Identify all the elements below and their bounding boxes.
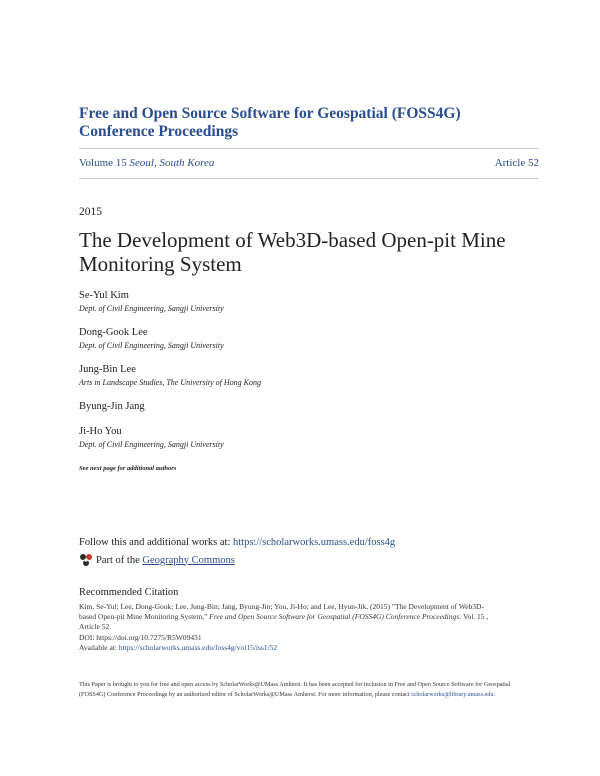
article-link[interactable]: Article 52 bbox=[494, 157, 539, 169]
divider-top bbox=[79, 148, 539, 149]
author-name: Ji-Ho You bbox=[79, 426, 122, 437]
author-item bbox=[79, 326, 519, 363]
author-item bbox=[79, 363, 519, 400]
volume-line bbox=[79, 157, 539, 169]
contact-email-link[interactable]: scholarworks@library.umass.edu bbox=[411, 691, 494, 698]
journal-title-line1[interactable]: Free and Open Source Software for Geospatial (FOSS4G) bbox=[79, 105, 461, 122]
network-icon bbox=[79, 553, 93, 567]
publication-year: 2015 bbox=[79, 206, 102, 218]
access-notice bbox=[79, 680, 529, 700]
author-affiliation: Dept. of Civil Engineering, Sangji University bbox=[79, 304, 224, 313]
citation-text: based Open-pit Mine Monitoring System," bbox=[79, 612, 210, 622]
citation-available bbox=[79, 643, 529, 653]
citation-journal: Free and Open Source Software for Geospatial (FOSS4G) Conference Proceedings bbox=[209, 612, 460, 622]
author-name: Dong-Gook Lee bbox=[79, 327, 148, 338]
citation-line: Article 52. bbox=[79, 622, 112, 632]
follow-text: Follow this and additional works at: bbox=[79, 537, 233, 548]
recommended-citation-body bbox=[79, 602, 529, 653]
journal-title[interactable] bbox=[79, 105, 539, 141]
author-list bbox=[79, 289, 519, 462]
volume-link[interactable]: Volume 15 bbox=[79, 157, 127, 169]
follow-line bbox=[79, 537, 395, 548]
citation-doi: DOI: https://doi.org/10.7275/R5W09431 bbox=[79, 632, 202, 642]
available-link[interactable]: https://scholarworks.umass.edu/foss4g/vol15/iss1/52 bbox=[118, 642, 278, 652]
paper-title: The Development of Web3D-based Open-pit Mine Monitoring System bbox=[79, 228, 506, 276]
available-label: Available at: bbox=[79, 642, 119, 652]
volume-location[interactable]: Seoul, South Korea bbox=[129, 157, 215, 169]
part-of-line bbox=[79, 553, 235, 567]
author-name: Se-Yul Kim bbox=[79, 290, 129, 301]
notice-text: This Paper is brought to you for free and open access by ScholarWorks@UMass Amherst. It has been accepted for inclusion in Free and Open Source Software for Geospatial (FOSS4G) Conference Proceedings by an authorized editor of ScholarWorks@UMass Amherst. For more information, please contact bbox=[79, 681, 511, 698]
citation-line bbox=[79, 612, 529, 622]
notice-end: . bbox=[493, 691, 496, 698]
see-next-page-note: See next page for additional authors bbox=[79, 465, 177, 472]
volume-info[interactable] bbox=[79, 157, 214, 169]
author-affiliation: Dept. of Civil Engineering, Sangji University bbox=[79, 341, 224, 350]
author-item bbox=[79, 289, 519, 326]
citation-text: : Vol. 15 , bbox=[459, 612, 489, 622]
part-of-text: Part of the bbox=[96, 554, 140, 566]
citation-line: Kim, Se-Yul; Lee, Dong-Gook; Lee, Jung-Bin; Jang, Byung-Jin; You, Ji-Ho; and Lee, Hyun-Jik, (2015) "The Development of Web3D- bbox=[79, 602, 484, 611]
author-affiliation: Arts in Landscape Studies, The University of Hong Kong bbox=[79, 378, 261, 387]
follow-link[interactable]: https://scholarworks.umass.edu/foss4g bbox=[233, 537, 396, 548]
author-item bbox=[79, 400, 519, 425]
author-item bbox=[79, 425, 519, 462]
author-affiliation: Dept. of Civil Engineering, Sangji University bbox=[79, 440, 224, 449]
divider-bottom bbox=[79, 178, 539, 179]
author-name: Jung-Bin Lee bbox=[79, 364, 136, 375]
journal-title-line2[interactable]: Conference Proceedings bbox=[79, 123, 239, 140]
recommended-citation-heading: Recommended Citation bbox=[79, 587, 179, 598]
author-name: Byung-Jin Jang bbox=[79, 401, 145, 412]
geography-commons-link[interactable]: Geography Commons bbox=[142, 554, 235, 566]
